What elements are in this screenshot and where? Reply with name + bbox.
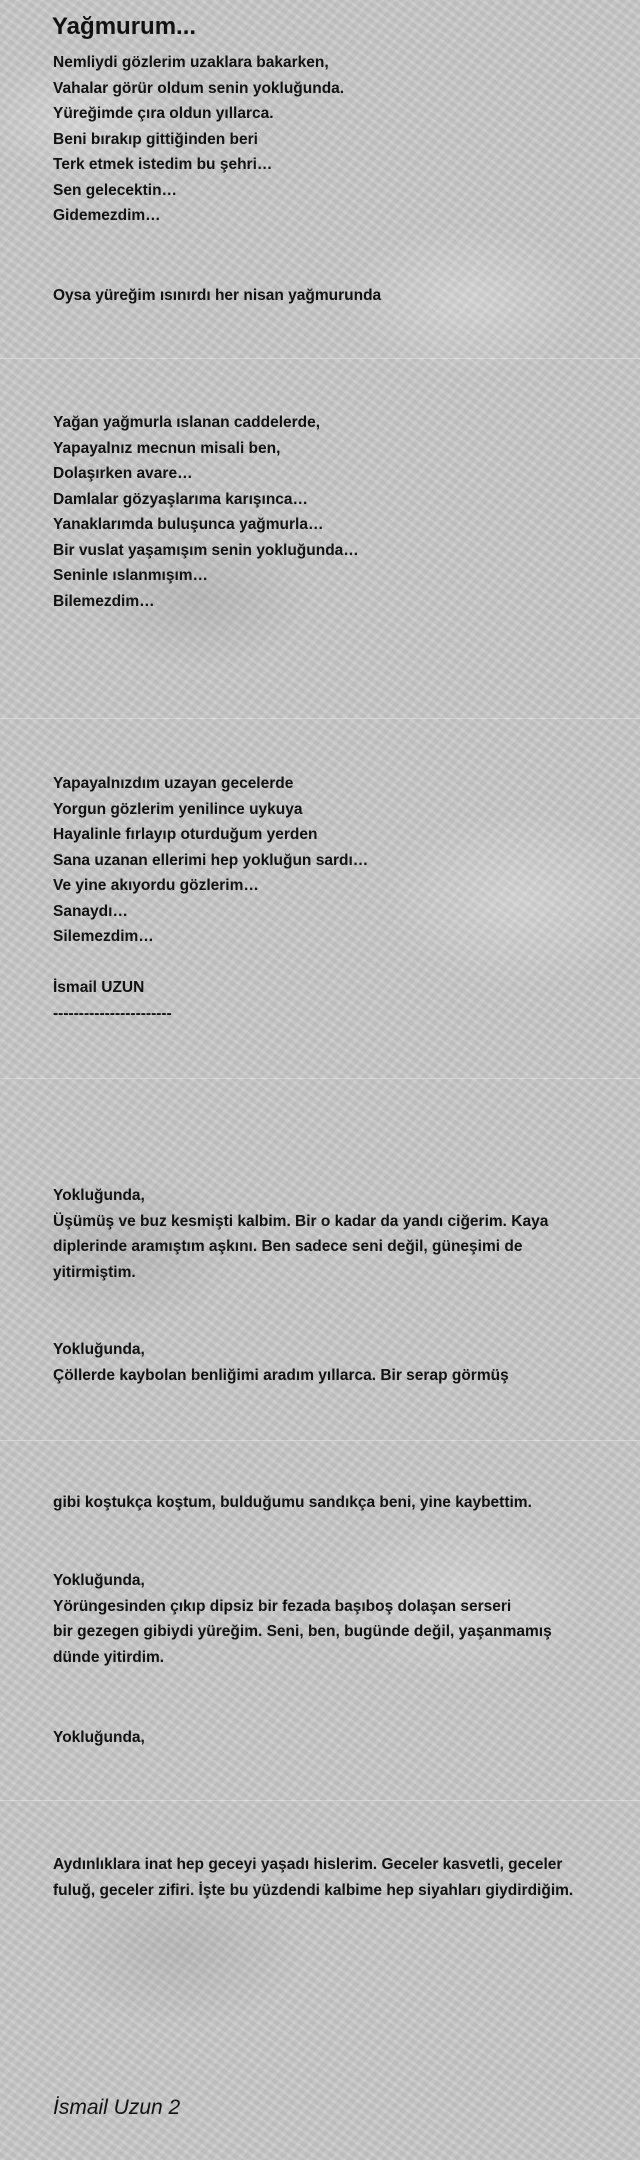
prose-1 — [53, 1183, 593, 1285]
poem-line: Bir vuslat yaşamışım senin yokluğunda… — [53, 541, 359, 559]
poem-line: Sana uzanan ellerimi hep yokluğun sardı… — [53, 851, 369, 869]
poem-line: Vahalar görür oldum senin yokluğunda. — [53, 79, 345, 97]
poem-line: Nemliydi gözlerim uzaklara bakarken, — [53, 54, 329, 71]
band-divider — [0, 358, 640, 359]
poem-line: Yağan yağmurla ıslanan caddelerde, — [53, 414, 321, 431]
poem-line: Dolaşırken avare… — [53, 465, 193, 482]
poem-line: Yapayalnızdım uzayan gecelerde — [53, 775, 294, 792]
poem-line: Yanaklarımda buluşunca yağmurla… — [53, 516, 324, 533]
prose-4 — [53, 1568, 593, 1670]
prose-5 — [53, 1725, 593, 1751]
poem-line: Yüreğimde çıra oldun yıllarca. — [53, 105, 274, 122]
stanza-3 — [53, 771, 593, 1026]
band-divider — [0, 1078, 640, 1079]
prose-paragraph: Yörüngesinden çıkıp dipsiz bir fezada başıboş dolaşan serseri — [53, 1597, 512, 1615]
poem-line: Terk etmek istedim bu şehri… — [53, 156, 273, 173]
poem-line: Bilemezdim… — [53, 592, 155, 610]
prose-paragraph: gibi koştukça koştum, bulduğumu sandıkça beni, yine kaybettim. — [53, 1494, 532, 1511]
poem-line: Yorgun gözlerim yenilince uykuya — [53, 800, 303, 818]
poem-title: Yağmurum... — [52, 13, 197, 40]
poem-line: Beni bırakıp gittiğinden beri — [53, 130, 258, 148]
prose-heading: Yokluğunda, — [53, 1729, 145, 1746]
prose-heading: Yokluğunda, — [53, 1572, 145, 1589]
poem-line: Gidemezdim… — [53, 207, 161, 224]
band-divider — [0, 718, 640, 719]
poem-line: Sen gelecektin… — [53, 181, 178, 199]
author-name: İsmail UZUN — [53, 979, 145, 996]
prose-3 — [53, 1490, 593, 1516]
poem-line: Oysa yüreğim ısınırdı her nisan yağmurunda — [53, 287, 382, 304]
poem-line: Hayalinle fırlayıp oturduğum yerden — [53, 826, 318, 843]
prose-paragraph: Aydınlıklara inat hep geceyi yaşadı hislerim. Geceler kasvetli, geceler fuluğ, geceler zifiri. İşte bu yüzdendi kalbime hep siyahları giydirdiğim. — [53, 1856, 574, 1899]
prose-2 — [53, 1337, 593, 1388]
poem-line: Seninle ıslanmışım… — [53, 567, 209, 584]
prose-paragraph: Üşümüş ve buz kesmişti kalbim. Bir o kadar da yandı ciğerim. Kaya diplerinde aramıştım aşkını. Ben sadece seni değil, güneşimi de yitirmiştim. — [53, 1212, 549, 1281]
poem-line: Sanaydı… — [53, 902, 128, 920]
poem-line: Silemezdim… — [53, 928, 154, 945]
band-divider — [0, 1440, 640, 1441]
prose-heading: Yokluğunda, — [53, 1341, 145, 1358]
prose-heading: Yokluğunda, — [53, 1187, 145, 1204]
prose-paragraph: Çöllerde kaybolan benliğimi aradım yıllarca. Bir serap görmüş — [53, 1366, 509, 1384]
separator-dashes: ----------------------- — [53, 1004, 172, 1022]
prose-6 — [53, 1852, 593, 1903]
prose-paragraph: bir gezegen gibiydi yüreğim. Seni, ben, bugünde değil, yaşanmamış dünde yitirdim. — [53, 1623, 552, 1666]
stanza-1 — [53, 50, 593, 229]
stanza-1-closing — [53, 283, 593, 309]
band-divider — [0, 1800, 640, 1801]
poem-line: Damlalar gözyaşlarıma karışınca… — [53, 490, 309, 508]
stanza-2 — [53, 410, 593, 614]
blank-line — [53, 950, 593, 976]
poem-line: Yapayalnız mecnun misali ben, — [53, 439, 281, 457]
signature: İsmail Uzun 2 — [53, 2096, 181, 2119]
poem-line: Ve yine akıyordu gözlerim… — [53, 877, 259, 894]
